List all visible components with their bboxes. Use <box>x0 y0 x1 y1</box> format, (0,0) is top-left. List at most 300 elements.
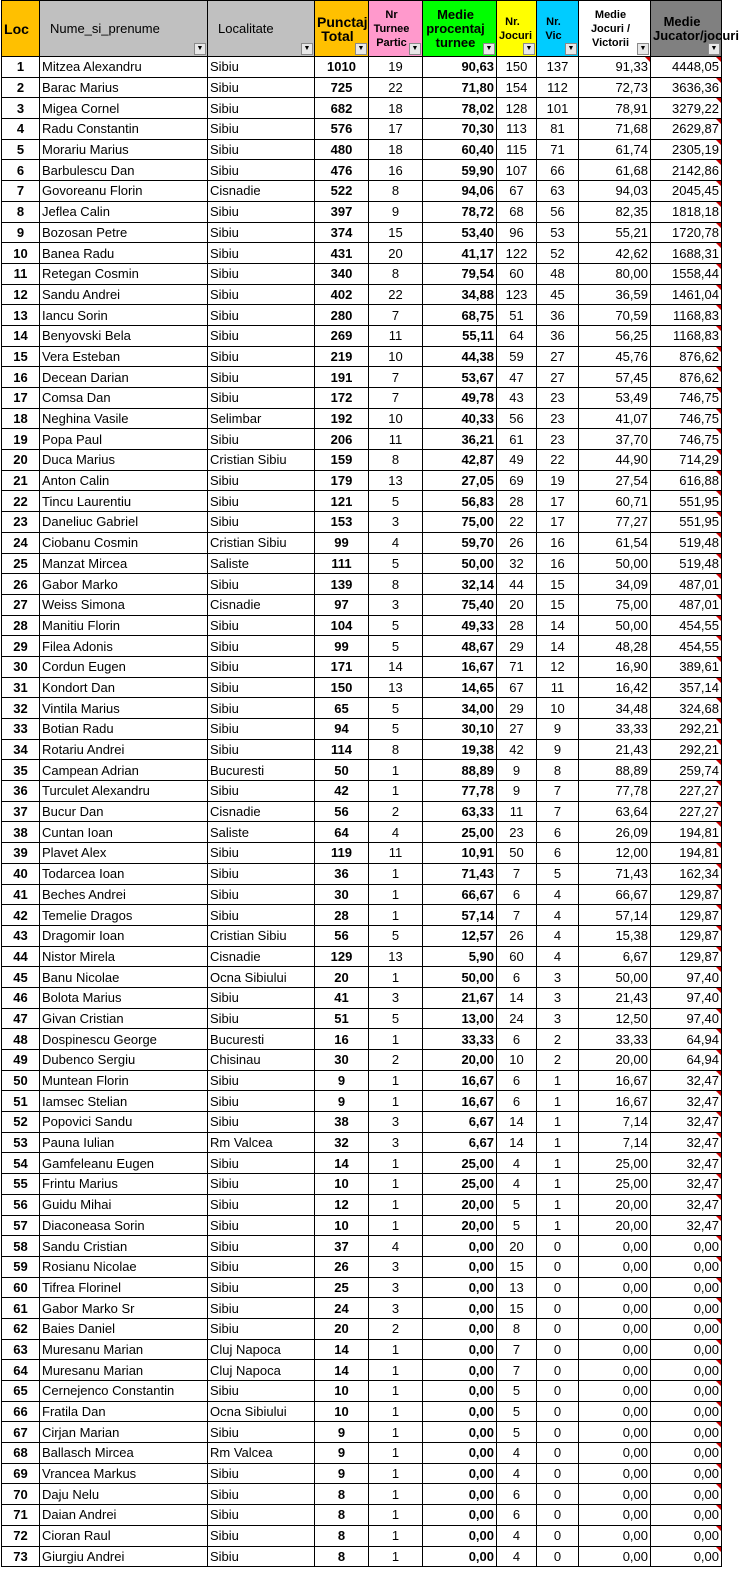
cell-tournaments[interactable]: 1 <box>369 1422 423 1443</box>
cell-wins[interactable]: 0 <box>537 1546 579 1567</box>
cell-city[interactable]: Sibiu <box>208 1194 315 1215</box>
cell-total[interactable]: 42 <box>315 781 369 802</box>
cell-rank[interactable]: 37 <box>2 801 40 822</box>
cell-games[interactable]: 9 <box>497 760 537 781</box>
cell-wins[interactable]: 5 <box>537 863 579 884</box>
cell-rank[interactable]: 17 <box>2 388 40 409</box>
cell-city[interactable]: Bucuresti <box>208 1029 315 1050</box>
cell-player-games-avg[interactable]: 876,62 <box>651 346 722 367</box>
cell-games[interactable]: 150 <box>497 57 537 78</box>
cell-total[interactable]: 219 <box>315 346 369 367</box>
cell-tournaments[interactable]: 4 <box>369 1236 423 1257</box>
cell-city[interactable]: Sibiu <box>208 201 315 222</box>
cell-games-wins-avg[interactable]: 26,09 <box>579 822 651 843</box>
cell-player-games-avg[interactable]: 32,47 <box>651 1215 722 1236</box>
cell-average[interactable]: 49,78 <box>423 388 497 409</box>
cell-total[interactable]: 10 <box>315 1215 369 1236</box>
cell-games[interactable]: 8 <box>497 1318 537 1339</box>
cell-wins[interactable]: 0 <box>537 1381 579 1402</box>
cell-name[interactable]: Diaconeasa Sorin <box>40 1215 208 1236</box>
cell-total[interactable]: 50 <box>315 760 369 781</box>
cell-wins[interactable]: 0 <box>537 1443 579 1464</box>
cell-games-wins-avg[interactable]: 82,35 <box>579 201 651 222</box>
cell-average[interactable]: 12,57 <box>423 925 497 946</box>
cell-wins[interactable]: 14 <box>537 615 579 636</box>
cell-games-wins-avg[interactable]: 0,00 <box>579 1505 651 1526</box>
cell-city[interactable]: Sibiu <box>208 98 315 119</box>
cell-rank[interactable]: 56 <box>2 1194 40 1215</box>
cell-rank[interactable]: 66 <box>2 1401 40 1422</box>
cell-player-games-avg[interactable]: 0,00 <box>651 1443 722 1464</box>
cell-rank[interactable]: 52 <box>2 1112 40 1133</box>
cell-total[interactable]: 340 <box>315 263 369 284</box>
cell-total[interactable]: 104 <box>315 615 369 636</box>
cell-player-games-avg[interactable]: 1168,83 <box>651 305 722 326</box>
cell-tournaments[interactable]: 16 <box>369 160 423 181</box>
filter-dropdown-icon[interactable]: ▼ <box>483 43 495 55</box>
cell-wins[interactable]: 45 <box>537 284 579 305</box>
cell-games[interactable]: 4 <box>497 1463 537 1484</box>
cell-games[interactable]: 60 <box>497 946 537 967</box>
cell-city[interactable]: Sibiu <box>208 1091 315 1112</box>
cell-average[interactable]: 30,10 <box>423 719 497 740</box>
cell-wins[interactable]: 56 <box>537 201 579 222</box>
cell-rank[interactable]: 46 <box>2 987 40 1008</box>
cell-average[interactable]: 16,67 <box>423 1070 497 1091</box>
cell-games-wins-avg[interactable]: 20,00 <box>579 1194 651 1215</box>
cell-wins[interactable]: 1 <box>537 1091 579 1112</box>
cell-city[interactable]: Sibiu <box>208 1381 315 1402</box>
cell-games-wins-avg[interactable]: 37,70 <box>579 429 651 450</box>
cell-name[interactable]: Campean Adrian <box>40 760 208 781</box>
cell-city[interactable]: Sibiu <box>208 1277 315 1298</box>
cell-rank[interactable]: 57 <box>2 1215 40 1236</box>
cell-name[interactable]: Gamfeleanu Eugen <box>40 1153 208 1174</box>
cell-average[interactable]: 25,00 <box>423 1153 497 1174</box>
cell-games[interactable]: 122 <box>497 243 537 264</box>
cell-games[interactable]: 4 <box>497 1525 537 1546</box>
cell-city[interactable]: Saliste <box>208 822 315 843</box>
cell-city[interactable]: Cluj Napoca <box>208 1360 315 1381</box>
cell-name[interactable]: Frintu Marius <box>40 1174 208 1195</box>
cell-games-wins-avg[interactable]: 41,07 <box>579 408 651 429</box>
cell-name[interactable]: Daian Andrei <box>40 1505 208 1526</box>
cell-total[interactable]: 12 <box>315 1194 369 1215</box>
cell-rank[interactable]: 7 <box>2 181 40 202</box>
cell-tournaments[interactable]: 3 <box>369 1298 423 1319</box>
cell-player-games-avg[interactable]: 0,00 <box>651 1318 722 1339</box>
cell-wins[interactable]: 14 <box>537 636 579 657</box>
cell-total[interactable]: 179 <box>315 470 369 491</box>
cell-tournaments[interactable]: 15 <box>369 222 423 243</box>
cell-rank[interactable]: 12 <box>2 284 40 305</box>
cell-rank[interactable]: 3 <box>2 98 40 119</box>
cell-total[interactable]: 111 <box>315 553 369 574</box>
cell-games[interactable]: 15 <box>497 1298 537 1319</box>
cell-games[interactable]: 6 <box>497 1505 537 1526</box>
cell-name[interactable]: Neghina Vasile <box>40 408 208 429</box>
cell-games-wins-avg[interactable]: 80,00 <box>579 263 651 284</box>
cell-rank[interactable]: 47 <box>2 1008 40 1029</box>
cell-wins[interactable]: 53 <box>537 222 579 243</box>
cell-games-wins-avg[interactable]: 50,00 <box>579 615 651 636</box>
cell-name[interactable]: Pauna Iulian <box>40 1132 208 1153</box>
cell-tournaments[interactable]: 7 <box>369 305 423 326</box>
cell-total[interactable]: 374 <box>315 222 369 243</box>
cell-player-games-avg[interactable]: 32,47 <box>651 1112 722 1133</box>
cell-city[interactable]: Cisnadie <box>208 801 315 822</box>
cell-total[interactable]: 20 <box>315 1318 369 1339</box>
cell-tournaments[interactable]: 1 <box>369 1091 423 1112</box>
cell-city[interactable]: Sibiu <box>208 987 315 1008</box>
cell-wins[interactable]: 7 <box>537 781 579 802</box>
cell-games[interactable]: 154 <box>497 77 537 98</box>
cell-games[interactable]: 14 <box>497 1112 537 1133</box>
cell-total[interactable]: 191 <box>315 367 369 388</box>
cell-tournaments[interactable]: 2 <box>369 801 423 822</box>
cell-city[interactable]: Cristian Sibiu <box>208 925 315 946</box>
cell-tournaments[interactable]: 5 <box>369 615 423 636</box>
cell-name[interactable]: Gabor Marko <box>40 574 208 595</box>
cell-name[interactable]: Iamsec Stelian <box>40 1091 208 1112</box>
cell-tournaments[interactable]: 19 <box>369 57 423 78</box>
cell-player-games-avg[interactable]: 194,81 <box>651 843 722 864</box>
cell-name[interactable]: Dubenco Sergiu <box>40 1050 208 1071</box>
cell-player-games-avg[interactable]: 487,01 <box>651 594 722 615</box>
cell-average[interactable]: 75,40 <box>423 594 497 615</box>
cell-name[interactable]: Guidu Mihai <box>40 1194 208 1215</box>
cell-tournaments[interactable]: 22 <box>369 77 423 98</box>
cell-city[interactable]: Sibiu <box>208 1236 315 1257</box>
cell-wins[interactable]: 22 <box>537 450 579 471</box>
cell-rank[interactable]: 32 <box>2 698 40 719</box>
cell-total[interactable]: 725 <box>315 77 369 98</box>
cell-total[interactable]: 206 <box>315 429 369 450</box>
cell-name[interactable]: Migea Cornel <box>40 98 208 119</box>
cell-player-games-avg[interactable]: 129,87 <box>651 884 722 905</box>
filter-dropdown-icon[interactable]: ▼ <box>409 43 421 55</box>
cell-city[interactable]: Sibiu <box>208 388 315 409</box>
cell-name[interactable]: Kondort Dan <box>40 677 208 698</box>
cell-player-games-avg[interactable]: 194,81 <box>651 822 722 843</box>
cell-city[interactable]: Sibiu <box>208 139 315 160</box>
cell-games[interactable]: 26 <box>497 532 537 553</box>
cell-name[interactable]: Barac Marius <box>40 77 208 98</box>
cell-rank[interactable]: 28 <box>2 615 40 636</box>
cell-tournaments[interactable]: 1 <box>369 1360 423 1381</box>
cell-wins[interactable]: 0 <box>537 1505 579 1526</box>
cell-player-games-avg[interactable]: 97,40 <box>651 1008 722 1029</box>
cell-tournaments[interactable]: 1 <box>369 967 423 988</box>
cell-games-wins-avg[interactable]: 61,74 <box>579 139 651 160</box>
cell-tournaments[interactable]: 3 <box>369 1277 423 1298</box>
cell-games-wins-avg[interactable]: 0,00 <box>579 1298 651 1319</box>
cell-player-games-avg[interactable]: 389,61 <box>651 656 722 677</box>
cell-total[interactable]: 8 <box>315 1525 369 1546</box>
cell-rank[interactable]: 30 <box>2 656 40 677</box>
cell-games-wins-avg[interactable]: 0,00 <box>579 1360 651 1381</box>
cell-name[interactable]: Jeflea Calin <box>40 201 208 222</box>
cell-rank[interactable]: 51 <box>2 1091 40 1112</box>
cell-total[interactable]: 10 <box>315 1401 369 1422</box>
cell-city[interactable]: Sibiu <box>208 739 315 760</box>
cell-rank[interactable]: 67 <box>2 1422 40 1443</box>
cell-total[interactable]: 9 <box>315 1463 369 1484</box>
cell-rank[interactable]: 45 <box>2 967 40 988</box>
cell-total[interactable]: 26 <box>315 1256 369 1277</box>
cell-rank[interactable]: 36 <box>2 781 40 802</box>
cell-city[interactable]: Sibiu <box>208 346 315 367</box>
cell-city[interactable]: Rm Valcea <box>208 1443 315 1464</box>
cell-rank[interactable]: 21 <box>2 470 40 491</box>
cell-city[interactable]: Cristian Sibiu <box>208 450 315 471</box>
cell-name[interactable]: Temelie Dragos <box>40 905 208 926</box>
cell-player-games-avg[interactable]: 746,75 <box>651 408 722 429</box>
cell-total[interactable]: 9 <box>315 1070 369 1091</box>
cell-rank[interactable]: 26 <box>2 574 40 595</box>
cell-wins[interactable]: 71 <box>537 139 579 160</box>
cell-average[interactable]: 0,00 <box>423 1360 497 1381</box>
filter-dropdown-icon[interactable]: ▼ <box>523 43 535 55</box>
cell-wins[interactable]: 36 <box>537 325 579 346</box>
cell-city[interactable]: Sibiu <box>208 284 315 305</box>
cell-wins[interactable]: 63 <box>537 181 579 202</box>
cell-total[interactable]: 24 <box>315 1298 369 1319</box>
cell-city[interactable]: Sibiu <box>208 574 315 595</box>
cell-name[interactable]: Beches Andrei <box>40 884 208 905</box>
cell-player-games-avg[interactable]: 0,00 <box>651 1298 722 1319</box>
cell-games-wins-avg[interactable]: 25,00 <box>579 1174 651 1195</box>
cell-rank[interactable]: 62 <box>2 1318 40 1339</box>
cell-city[interactable]: Sibiu <box>208 884 315 905</box>
cell-city[interactable]: Sibiu <box>208 677 315 698</box>
cell-player-games-avg[interactable]: 714,29 <box>651 450 722 471</box>
cell-name[interactable]: Banu Nicolae <box>40 967 208 988</box>
cell-rank[interactable]: 42 <box>2 905 40 926</box>
cell-games[interactable]: 15 <box>497 1256 537 1277</box>
cell-average[interactable]: 48,67 <box>423 636 497 657</box>
cell-games[interactable]: 7 <box>497 905 537 926</box>
cell-tournaments[interactable]: 5 <box>369 553 423 574</box>
cell-name[interactable]: Vera Esteban <box>40 346 208 367</box>
cell-average[interactable]: 71,43 <box>423 863 497 884</box>
cell-tournaments[interactable]: 10 <box>369 408 423 429</box>
cell-name[interactable]: Filea Adonis <box>40 636 208 657</box>
cell-games-wins-avg[interactable]: 16,67 <box>579 1070 651 1091</box>
cell-player-games-avg[interactable]: 0,00 <box>651 1422 722 1443</box>
cell-name[interactable]: Manitiu Florin <box>40 615 208 636</box>
cell-tournaments[interactable]: 8 <box>369 450 423 471</box>
cell-average[interactable]: 77,78 <box>423 781 497 802</box>
cell-rank[interactable]: 25 <box>2 553 40 574</box>
cell-player-games-avg[interactable]: 0,00 <box>651 1505 722 1526</box>
cell-rank[interactable]: 72 <box>2 1525 40 1546</box>
cell-total[interactable]: 30 <box>315 1050 369 1071</box>
cell-tournaments[interactable]: 1 <box>369 884 423 905</box>
cell-average[interactable]: 0,00 <box>423 1505 497 1526</box>
cell-average[interactable]: 50,00 <box>423 553 497 574</box>
cell-wins[interactable]: 6 <box>537 843 579 864</box>
cell-rank[interactable]: 50 <box>2 1070 40 1091</box>
cell-city[interactable]: Sibiu <box>208 77 315 98</box>
cell-name[interactable]: Cirjan Marian <box>40 1422 208 1443</box>
cell-average[interactable]: 75,00 <box>423 512 497 533</box>
cell-player-games-avg[interactable]: 32,47 <box>651 1091 722 1112</box>
cell-average[interactable]: 13,00 <box>423 1008 497 1029</box>
cell-games[interactable]: 32 <box>497 553 537 574</box>
cell-name[interactable]: Ballasch Mircea <box>40 1443 208 1464</box>
cell-average[interactable]: 6,67 <box>423 1112 497 1133</box>
cell-average[interactable]: 0,00 <box>423 1236 497 1257</box>
cell-tournaments[interactable]: 14 <box>369 656 423 677</box>
cell-games-wins-avg[interactable]: 61,68 <box>579 160 651 181</box>
cell-average[interactable]: 49,33 <box>423 615 497 636</box>
cell-city[interactable]: Sibiu <box>208 491 315 512</box>
cell-total[interactable]: 8 <box>315 1505 369 1526</box>
cell-games-wins-avg[interactable]: 20,00 <box>579 1215 651 1236</box>
cell-tournaments[interactable]: 2 <box>369 1050 423 1071</box>
cell-games[interactable]: 68 <box>497 201 537 222</box>
cell-total[interactable]: 28 <box>315 905 369 926</box>
cell-average[interactable]: 94,06 <box>423 181 497 202</box>
cell-total[interactable]: 30 <box>315 884 369 905</box>
cell-rank[interactable]: 14 <box>2 325 40 346</box>
cell-tournaments[interactable]: 5 <box>369 719 423 740</box>
cell-wins[interactable]: 10 <box>537 698 579 719</box>
cell-tournaments[interactable]: 1 <box>369 1153 423 1174</box>
cell-name[interactable]: Vintila Marius <box>40 698 208 719</box>
cell-name[interactable]: Cernejenco Constantin <box>40 1381 208 1402</box>
cell-name[interactable]: Bucur Dan <box>40 801 208 822</box>
cell-average[interactable]: 20,00 <box>423 1050 497 1071</box>
cell-city[interactable]: Sibiu <box>208 119 315 140</box>
cell-total[interactable]: 153 <box>315 512 369 533</box>
cell-city[interactable]: Sibiu <box>208 781 315 802</box>
cell-tournaments[interactable]: 1 <box>369 905 423 926</box>
cell-average[interactable]: 20,00 <box>423 1194 497 1215</box>
cell-games[interactable]: 29 <box>497 636 537 657</box>
cell-games[interactable]: 6 <box>497 1484 537 1505</box>
cell-total[interactable]: 159 <box>315 450 369 471</box>
cell-average[interactable]: 19,38 <box>423 739 497 760</box>
filter-dropdown-icon[interactable]: ▼ <box>355 43 367 55</box>
cell-rank[interactable]: 61 <box>2 1298 40 1319</box>
cell-games-wins-avg[interactable]: 25,00 <box>579 1153 651 1174</box>
cell-city[interactable]: Sibiu <box>208 57 315 78</box>
cell-player-games-avg[interactable]: 3636,36 <box>651 77 722 98</box>
cell-city[interactable]: Sibiu <box>208 1463 315 1484</box>
cell-wins[interactable]: 0 <box>537 1339 579 1360</box>
cell-wins[interactable]: 15 <box>537 594 579 615</box>
cell-games-wins-avg[interactable]: 42,62 <box>579 243 651 264</box>
cell-games[interactable]: 47 <box>497 367 537 388</box>
cell-wins[interactable]: 0 <box>537 1463 579 1484</box>
cell-name[interactable]: Popovici Sandu <box>40 1112 208 1133</box>
cell-games-wins-avg[interactable]: 7,14 <box>579 1112 651 1133</box>
cell-tournaments[interactable]: 1 <box>369 1525 423 1546</box>
cell-games[interactable]: 64 <box>497 325 537 346</box>
cell-average[interactable]: 34,88 <box>423 284 497 305</box>
cell-rank[interactable]: 44 <box>2 946 40 967</box>
cell-tournaments[interactable]: 1 <box>369 863 423 884</box>
cell-city[interactable]: Sibiu <box>208 656 315 677</box>
cell-games[interactable]: 115 <box>497 139 537 160</box>
cell-wins[interactable]: 27 <box>537 346 579 367</box>
cell-player-games-avg[interactable]: 0,00 <box>651 1484 722 1505</box>
cell-average[interactable]: 78,02 <box>423 98 497 119</box>
cell-name[interactable]: Rosianu Nicolae <box>40 1256 208 1277</box>
cell-wins[interactable]: 8 <box>537 760 579 781</box>
cell-total[interactable]: 1010 <box>315 57 369 78</box>
cell-tournaments[interactable]: 5 <box>369 491 423 512</box>
cell-name[interactable]: Weiss Simona <box>40 594 208 615</box>
cell-average[interactable]: 21,67 <box>423 987 497 1008</box>
cell-player-games-avg[interactable]: 32,47 <box>651 1132 722 1153</box>
cell-name[interactable]: Cordun Eugen <box>40 656 208 677</box>
cell-name[interactable]: Dragomir Ioan <box>40 925 208 946</box>
cell-rank[interactable]: 58 <box>2 1236 40 1257</box>
cell-games-wins-avg[interactable]: 60,71 <box>579 491 651 512</box>
cell-wins[interactable]: 16 <box>537 532 579 553</box>
cell-total[interactable]: 9 <box>315 1443 369 1464</box>
cell-games-wins-avg[interactable]: 77,78 <box>579 781 651 802</box>
cell-games-wins-avg[interactable]: 33,33 <box>579 719 651 740</box>
cell-player-games-avg[interactable]: 0,00 <box>651 1401 722 1422</box>
cell-games[interactable]: 67 <box>497 181 537 202</box>
cell-games-wins-avg[interactable]: 21,43 <box>579 739 651 760</box>
cell-rank[interactable]: 5 <box>2 139 40 160</box>
cell-name[interactable]: Baies Daniel <box>40 1318 208 1339</box>
cell-city[interactable]: Cisnadie <box>208 181 315 202</box>
cell-average[interactable]: 66,67 <box>423 884 497 905</box>
cell-tournaments[interactable]: 8 <box>369 181 423 202</box>
cell-player-games-avg[interactable]: 1168,83 <box>651 325 722 346</box>
cell-wins[interactable]: 0 <box>537 1256 579 1277</box>
cell-player-games-avg[interactable]: 454,55 <box>651 615 722 636</box>
cell-name[interactable]: Retegan Cosmin <box>40 263 208 284</box>
cell-average[interactable]: 53,40 <box>423 222 497 243</box>
cell-average[interactable]: 63,33 <box>423 801 497 822</box>
cell-games-wins-avg[interactable]: 20,00 <box>579 1050 651 1071</box>
cell-city[interactable]: Ocna Sibiului <box>208 1401 315 1422</box>
cell-wins[interactable]: 0 <box>537 1298 579 1319</box>
cell-rank[interactable]: 38 <box>2 822 40 843</box>
cell-wins[interactable]: 19 <box>537 470 579 491</box>
cell-wins[interactable]: 101 <box>537 98 579 119</box>
cell-games[interactable]: 23 <box>497 822 537 843</box>
cell-wins[interactable]: 81 <box>537 119 579 140</box>
cell-average[interactable]: 0,00 <box>423 1525 497 1546</box>
cell-rank[interactable]: 41 <box>2 884 40 905</box>
cell-games[interactable]: 27 <box>497 719 537 740</box>
cell-player-games-avg[interactable]: 3279,22 <box>651 98 722 119</box>
cell-average[interactable]: 0,00 <box>423 1443 497 1464</box>
cell-player-games-avg[interactable]: 97,40 <box>651 987 722 1008</box>
cell-player-games-avg[interactable]: 32,47 <box>651 1153 722 1174</box>
cell-tournaments[interactable]: 1 <box>369 1463 423 1484</box>
cell-games[interactable]: 6 <box>497 967 537 988</box>
cell-games[interactable]: 20 <box>497 594 537 615</box>
cell-player-games-avg[interactable]: 32,47 <box>651 1174 722 1195</box>
cell-games-wins-avg[interactable]: 16,42 <box>579 677 651 698</box>
cell-average[interactable]: 60,40 <box>423 139 497 160</box>
cell-total[interactable]: 9 <box>315 1422 369 1443</box>
cell-wins[interactable]: 0 <box>537 1318 579 1339</box>
cell-games[interactable]: 42 <box>497 739 537 760</box>
cell-tournaments[interactable]: 10 <box>369 346 423 367</box>
cell-games[interactable]: 49 <box>497 450 537 471</box>
cell-rank[interactable]: 49 <box>2 1050 40 1071</box>
